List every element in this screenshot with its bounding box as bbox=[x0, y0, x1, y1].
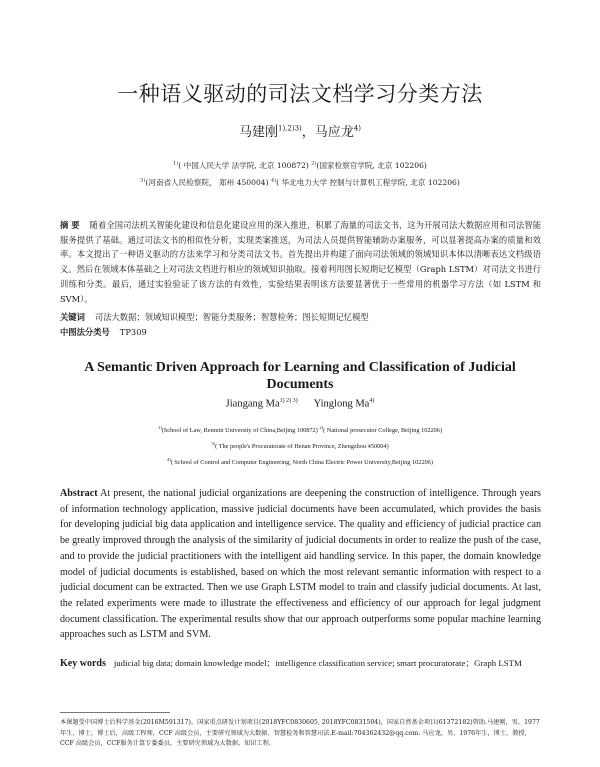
footnote-divider bbox=[60, 712, 170, 713]
chinese-keywords bbox=[60, 311, 369, 323]
chinese-abstract bbox=[60, 218, 541, 306]
chinese-abstract-text: 随着全国司法机关智能化建设和信息化建设应用的深入推进，积累了海量的司法文书，这为开展司法大数据应用和司法智能服务提供了基础。通过司法文书的相似性分析，实现类案推送，为司法人员提供智能辅助办案服务，可以显著提高办案的质量和效率。本文提出了一种语义驱动的方法来学习和分类司法文书。首先提出并构建了面向司法领域的领域知识本体以清晰表达文档级语义。然后在领域本体基础之上对司法文档进行相应的领域知识抽取。接着利用图长短期记忆模型（Graph LSTM）对司法文书进行训练和分类。最后，通过实验验证了该方法的有效性，实验结果表明该方法要显著优于一些常用的机器学习方法（如 LSTM 和 SVM）。 bbox=[60, 220, 541, 304]
english-affiliation-line bbox=[0, 425, 600, 434]
author-affil-marker: 4) bbox=[353, 124, 361, 133]
chinese-keywords-text: 司法大数据；领域知识模型；智能分类服务；智慧检务；图长短期记忆模型 bbox=[94, 312, 369, 322]
author-name: Jiangang Ma bbox=[225, 398, 280, 410]
author-name: 马应龙 bbox=[314, 125, 354, 140]
affiliation: (School of Law, Renmin University of China,Beijing 100872) bbox=[161, 427, 318, 435]
affil-marker: 4) bbox=[166, 457, 171, 462]
chinese-abstract-label: 摘 要 bbox=[60, 220, 80, 230]
chinese-authors bbox=[0, 121, 600, 140]
affiliation: ( National prosecutor College, Beijing 102206) bbox=[323, 427, 443, 435]
affiliation: ( 华北电力大学 控制与计算机工程学院, 北京 102206) bbox=[276, 178, 460, 187]
english-title bbox=[0, 359, 600, 393]
affil-marker: 1) bbox=[173, 160, 179, 167]
footnote: 本课题受中国博士后科学基金(2016M591317)，国家重点研发计划项目(2018YFC0830605, 2018YFC0831504)，国家自然基金项目(61372182)资助.马建刚，男，1977年生，博士，博士后，高级工程师，CCF 高级会员，主要研究领域为大数据、智慧检务和智慧司法.E-mail:704362432@qq.com. 马应龙，男，1976年生，博士，教授，CCF 高级会员，CCF服务计算专委委员，主要研究领域为大数据、知识工程. bbox=[60, 719, 540, 748]
chinese-keywords-label: 关键词 bbox=[60, 312, 85, 322]
english-title-line: A Semantic Driven Approach for Learning and Classification of Judicial bbox=[84, 360, 516, 375]
affil-marker: 3) bbox=[211, 441, 216, 446]
author-affil-marker: 1) 2) 3) bbox=[279, 398, 298, 404]
classification-value: TP309 bbox=[119, 327, 147, 337]
english-keywords bbox=[60, 657, 541, 670]
author-name: Yinglong Ma bbox=[313, 398, 370, 410]
affil-marker: 1) bbox=[157, 425, 162, 430]
affiliation: ( School of Control and Computer Engineering, North China Electric Power University,Beijing 102206) bbox=[170, 459, 433, 467]
english-abstract-text: At present, the national judicial organizations are deepening the construction of intelligence. Through years of information technology application, massive judicial documents have been accumulated, which provides the basis for developing judicial big data application and intelligence service. The quality and efficiency of judicial practice can be greatly improved through the analysis of the similarity of judicial documents in order to realize the push of the case, and to provide the judicial practitioners with the intelligent aid handling service. In this paper, the domain knowledge model of judicial documents is established, based on which the most relevant semantic information with respect to a judicial document can be extracted. Then we use Graph LSTM model to train and classify judicial documents. At last, the related experiments were made to illustrate the effectiveness and efficiency of our approach for legal judgment document classification. The experimental results show that our approach outperforms some popular machine learning approaches such as LSTM and SVM. bbox=[60, 488, 541, 641]
affil-marker: 4) bbox=[271, 177, 277, 184]
author-name: 马建刚 bbox=[238, 125, 278, 140]
affiliation: ( 中国人民大学 法学院, 北京 100872) bbox=[178, 161, 309, 170]
affil-marker: 3) bbox=[140, 177, 146, 184]
classification-label: 中图法分类号 bbox=[60, 327, 110, 337]
english-keywords-label: Key words bbox=[60, 658, 106, 669]
classification-number bbox=[60, 326, 147, 338]
chinese-affiliation-line bbox=[0, 177, 600, 188]
english-affiliation-line bbox=[0, 441, 600, 450]
affiliation: (河南省人民检察院， 郑州 450004) bbox=[145, 178, 269, 187]
english-authors bbox=[0, 398, 600, 410]
affil-marker: 2) bbox=[311, 160, 317, 167]
author-affil-marker: 1),2)3) bbox=[278, 124, 302, 133]
author-separator: ， bbox=[301, 125, 315, 140]
chinese-affiliation-line bbox=[0, 160, 600, 171]
chinese-title: 一种语义驱动的司法文档学习分类方法 bbox=[117, 82, 483, 106]
english-affiliation-line bbox=[0, 457, 600, 466]
affiliation: (国家检察官学院, 北京 102206) bbox=[316, 161, 427, 170]
english-title-line: Documents bbox=[266, 377, 334, 392]
author-affil-marker: 4) bbox=[369, 398, 375, 404]
english-abstract-label: Abstract bbox=[60, 488, 98, 499]
english-abstract bbox=[60, 486, 541, 643]
affil-marker: 2) bbox=[319, 425, 324, 430]
english-keywords-text: judicial big data; domain knowledge model；intelligence classification service; smart procuratorate；Graph LSTM bbox=[113, 658, 522, 668]
affiliation: ( The people's Procuratorate of Henan Province, Zhengzhou 450004) bbox=[215, 443, 389, 451]
